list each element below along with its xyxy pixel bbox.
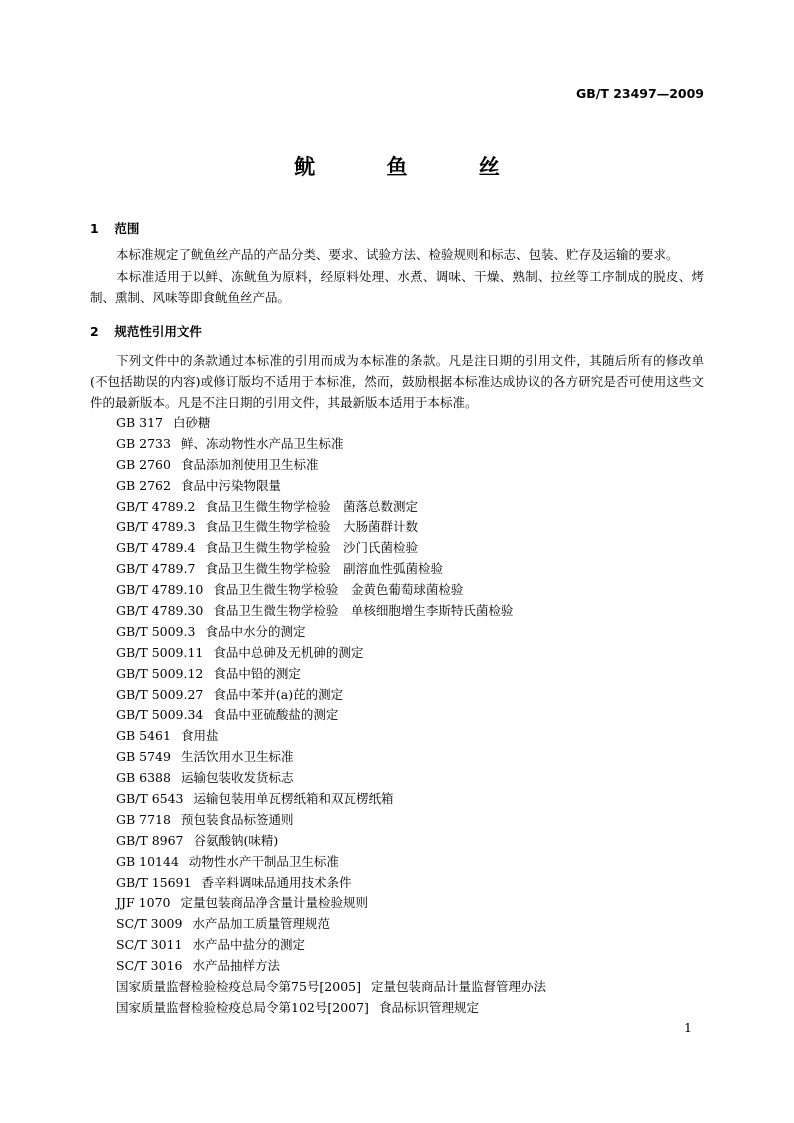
scope-paragraph-1: 本标准规定了鱿鱼丝产品的产品分类、要求、试验方法、检验规则和标志、包装、贮存及运输的要求。 [116, 247, 679, 262]
reference-item [116, 810, 546, 831]
reference-title: 水产品抽样方法 [192, 958, 280, 974]
reference-title: 食品中水分的测定 [205, 623, 306, 639]
reference-code: SC/T 3011 [116, 937, 183, 953]
reference-item [116, 726, 546, 747]
reference-title: 食品卫生微生物学检验 大肠菌群计数 [205, 519, 418, 535]
reference-item [116, 685, 546, 706]
reference-item [116, 476, 546, 497]
reference-code: GB 317 [116, 415, 164, 430]
section-title: 范围 [114, 221, 140, 236]
reference-code: GB 2733 [116, 435, 171, 451]
reference-title: 食品卫生微生物学检验 金黄色葡萄球菌检验 [213, 582, 464, 598]
document-title: 鱿 鱼 丝 [294, 155, 532, 179]
reference-item [116, 747, 546, 768]
reference-title: 食品中污染物限量 [180, 477, 281, 493]
reference-list [116, 413, 546, 1019]
reference-code: JJF 1070 [116, 895, 171, 911]
reference-item [116, 434, 546, 455]
reference-code: GB/T 4789.4 [116, 540, 196, 556]
reference-code: GB/T 6543 [116, 791, 184, 807]
reference-item [116, 622, 546, 643]
reference-code: SC/T 3016 [116, 958, 183, 974]
reference-title: 食品卫生微生物学检验 沙门氏菌检验 [205, 540, 418, 556]
reference-item [116, 455, 546, 476]
reference-item [116, 831, 546, 852]
reference-item [116, 998, 546, 1019]
reference-code: GB/T 5009.12 [116, 665, 204, 681]
reference-title: 食品中铅的测定 [213, 665, 301, 681]
reference-item [116, 580, 546, 601]
scope-paragraph-2: 本标准适用于以鲜、冻鱿鱼为原料，经原料处理、水煮、调味、干燥、熟制、拉丝等工序制成的脱皮、烤制、熏制、风味等即食鱿鱼丝产品。 [90, 269, 704, 305]
reference-title: 谷氨酸钠(味精) [193, 832, 279, 848]
reference-item [116, 517, 546, 538]
reference-item [116, 768, 546, 789]
reference-title: 水产品加工质量管理规范 [192, 916, 330, 932]
reference-title: 生活饮用水卫生标准 [180, 749, 294, 765]
reference-code: GB/T 8967 [116, 832, 184, 848]
reference-item [116, 413, 546, 434]
reference-code: GB 2760 [116, 456, 171, 472]
reference-code: GB 6388 [116, 770, 171, 786]
reference-item [116, 977, 546, 998]
section-number: 2 [90, 324, 99, 339]
reference-code: GB/T 4789.10 [116, 582, 204, 598]
reference-code: GB 2762 [116, 477, 171, 493]
reference-code: 国家质量监督检验检疫总局令第75号[2005] [116, 979, 361, 995]
reference-title: 水产品中盐分的测定 [192, 937, 305, 953]
reference-code: GB/T 4789.30 [116, 603, 204, 619]
reference-item [116, 705, 546, 726]
reference-item [116, 789, 546, 810]
reference-code: 国家质量监督检验检疫总局令第102号[2007] [116, 999, 369, 1015]
reference-item [116, 956, 546, 977]
reference-title: 食品添加剂使用卫生标准 [180, 456, 319, 472]
reference-item [116, 914, 546, 935]
reference-title: 食品中总砷及无机砷的测定 [213, 644, 364, 660]
reference-title: 运输包装收发货标志 [180, 770, 294, 786]
reference-title: 香辛料调味品通用技术条件 [201, 874, 352, 890]
references-intro-paragraph: 下列文件中的条款通过本标准的引用而成为本标准的条款。凡是注日期的引用文件，其随后所有的修改单(不包括勘误的内容)或修订版均不适用于本标准，然而，鼓励根据本标准达成协议的各方研究是否可使用这些文件的最新版本。凡是不注日期的引用文件，其最新版本适用于本标准。 [90, 353, 704, 410]
reference-code: GB/T 5009.34 [116, 707, 204, 723]
reference-code: SC/T 3009 [116, 916, 183, 932]
reference-title: 食品中苯并(a)芘的测定 [213, 686, 344, 702]
reference-title: 食品卫生微生物学检验 单核细胞增生李斯特氏菌检验 [213, 603, 514, 619]
reference-title: 食品卫生微生物学检验 副溶血性弧菌检验 [205, 561, 443, 577]
reference-code: GB 5749 [116, 749, 171, 765]
reference-item [116, 664, 546, 685]
reference-title: 白砂糖 [173, 415, 211, 430]
reference-code: GB/T 5009.3 [116, 623, 196, 639]
reference-title: 鲜、冻动物性水产品卫生标准 [180, 435, 344, 451]
reference-title: 定量包装商品计量监督管理办法 [370, 979, 546, 995]
reference-item [116, 873, 546, 894]
reference-title: 食品中亚硫酸盐的测定 [213, 707, 339, 723]
section-number: 1 [90, 221, 99, 236]
reference-title: 食品卫生微生物学检验 菌落总数测定 [205, 498, 418, 514]
reference-code: GB 10144 [116, 853, 179, 869]
reference-title: 食品标识管理规定 [378, 999, 479, 1015]
reference-item [116, 601, 546, 622]
section-heading-normative-references [90, 322, 704, 340]
reference-item [116, 935, 546, 956]
page-number: 1 [684, 1020, 692, 1035]
section-title: 规范性引用文件 [114, 324, 202, 339]
standard-code: GB/T 23497—2009 [575, 86, 704, 101]
reference-title: 预包装食品标签通则 [180, 811, 294, 827]
reference-code: GB 7718 [116, 811, 171, 827]
reference-title: 动物性水产干制品卫生标准 [188, 853, 339, 869]
reference-code: GB 5461 [116, 728, 171, 744]
reference-item [116, 852, 546, 873]
reference-title: 运输包装用单瓦楞纸箱和双瓦楞纸箱 [193, 791, 394, 807]
reference-item [116, 643, 546, 664]
reference-code: GB/T 4789.2 [116, 498, 196, 514]
reference-item [116, 893, 546, 914]
reference-code: GB/T 4789.3 [116, 519, 196, 535]
section-heading-scope [90, 219, 704, 237]
reference-item [116, 559, 546, 580]
reference-code: GB/T 4789.7 [116, 561, 196, 577]
reference-code: GB/T 5009.27 [116, 686, 204, 702]
reference-code: GB/T 15691 [116, 874, 192, 890]
reference-title: 定量包装商品净含量计量检验规则 [180, 895, 368, 911]
reference-item [116, 538, 546, 559]
reference-item [116, 497, 546, 518]
reference-code: GB/T 5009.11 [116, 644, 204, 660]
reference-title: 食用盐 [180, 728, 219, 744]
